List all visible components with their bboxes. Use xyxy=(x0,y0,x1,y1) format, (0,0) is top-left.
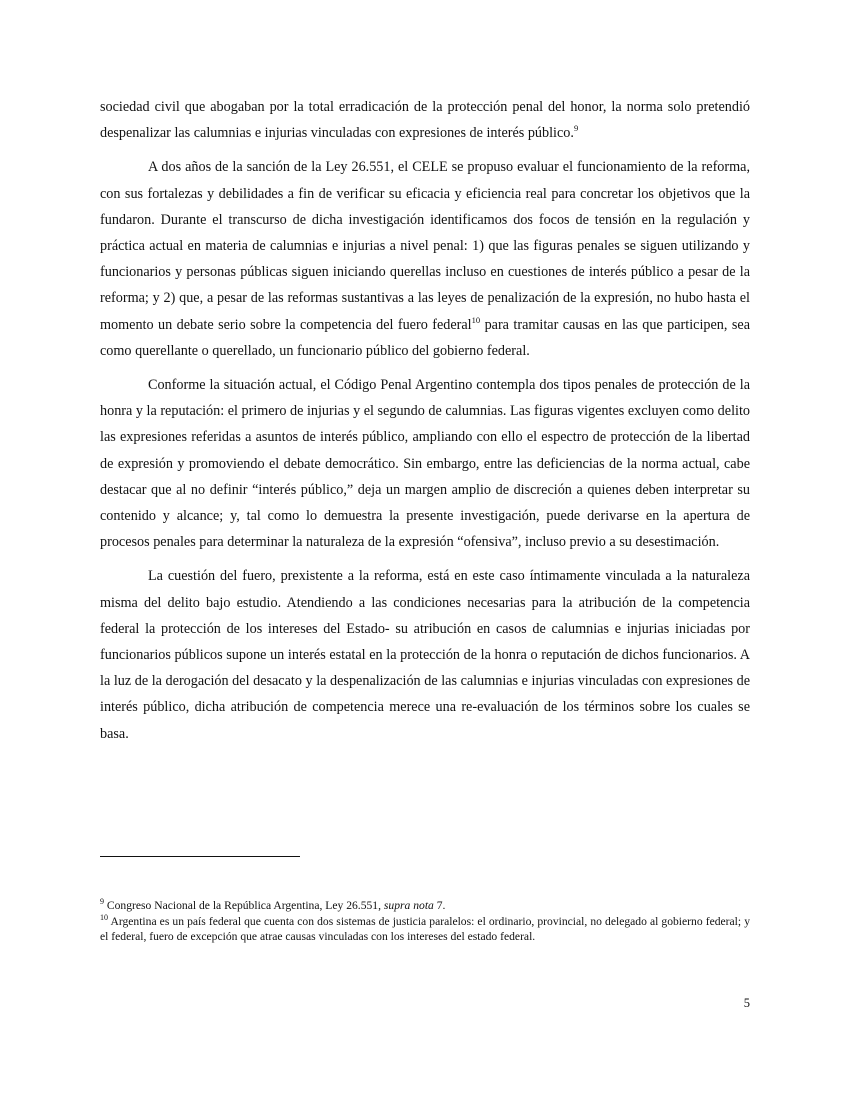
paragraph-2 xyxy=(100,154,750,364)
paragraph-3: Conforme la situación actual, el Código Penal Argentino contempla dos tipos penales de protección de la honra y la reputación: el primero de injurias y el segundo de calumnias. Las figuras vigentes excluyen como delito las expresiones referidas a asuntos de interés público, ampliando con ello el espectro de protección de la libertad de expresión y promoviendo el debate democrático. Sin embargo, entre las deficiencias de la norma actual, cabe destacar que al no definir “interés público,” deja un margen amplio de discreción a quienes deben interpretar su contenido y alcance; y, tal como lo demuestra la presente investigación, puede derivarse en la apertura de procesos penales para determinar la naturaleza de la expresión “ofensiva”, incluso previo a su desestimación. xyxy=(100,377,750,551)
footnote-separator xyxy=(100,856,300,857)
paragraph-2-text-after: para tramitar causas en las que participen, sea como querellante o querellado, un funcionario público del gobierno federal. xyxy=(100,316,750,359)
footnote-9 xyxy=(100,898,750,914)
document-body xyxy=(100,94,750,755)
page-number: 5 xyxy=(743,996,750,1010)
footnote-mark-10: 10 xyxy=(100,912,108,922)
footnote-10 xyxy=(100,914,750,945)
paragraph-1 xyxy=(100,94,750,146)
paragraph-1-text: sociedad civil que abogaban por la total erradicación de la protección penal del honor, la norma solo pretendió despenalizar las calumnias e injurias vinculadas con expresiones de interés público. xyxy=(100,99,750,142)
footnote-10-text: Argentina es un país federal que cuenta con dos sistemas de justicia paralelos: el ordinario, provincial, no delegado al gobierno federal; y el federal, fuero de excepción que atrae causas vinculadas con los intereses del estado federal. xyxy=(100,914,750,944)
footnote-9-text-after: 7. xyxy=(433,899,446,912)
footnote-9-text-before: Congreso Nacional de la República Argentina, Ley 26.551, xyxy=(104,899,384,912)
footnote-mark-9: 9 xyxy=(100,897,104,906)
footnotes xyxy=(100,898,750,945)
paragraph-2-text-before: A dos años de la sanción de la Ley 26.551, el CELE se propuso evaluar el funcionamiento de la reforma, con sus fortalezas y debilidades a fin de verificar su eficacia y eficiencia real para concretar los objetivos que la fundaron. Durante el transcurso de dicha investigación identificamos dos focos de tensión en la regulación y práctica actual en materia de calumnias e injurias a nivel penal: 1) que las figuras penales se siguen utilizando y funcionarios y personas públicas siguen iniciando querellas incluso en cuestiones de interés público a pesar de la reforma; y 2) que, a pesar de las reformas sustantivas a las leyes de penalización de la expresión, no hubo hasta el momento un debate serio sobre la competencia del fuero federal xyxy=(100,159,750,333)
footnote-ref-10[interactable]: 10 xyxy=(471,314,481,325)
paragraph-4: La cuestión del fuero, prexistente a la reforma, está en este caso íntimamente vinculada a la naturaleza misma del delito bajo estudio. Atendiendo a las condiciones necesarias para la atribución de la competencia federal la protección de los intereses del Estado- su atribución en casos de calumnias e injurias iniciadas por funcionarios públicos supone un interés estatal en la protección de la honra o reputación de dichos funcionarios. A la luz de la derogación del desacato y la despenalización de las calumnias e injurias vinculadas con expresiones de interés público, dicha atribución de competencia merece una re-evaluación de los términos sobre los cuales se basa. xyxy=(100,568,750,742)
footnote-ref-9[interactable]: 9 xyxy=(573,123,579,134)
footnote-9-italic: supra nota xyxy=(383,899,434,912)
